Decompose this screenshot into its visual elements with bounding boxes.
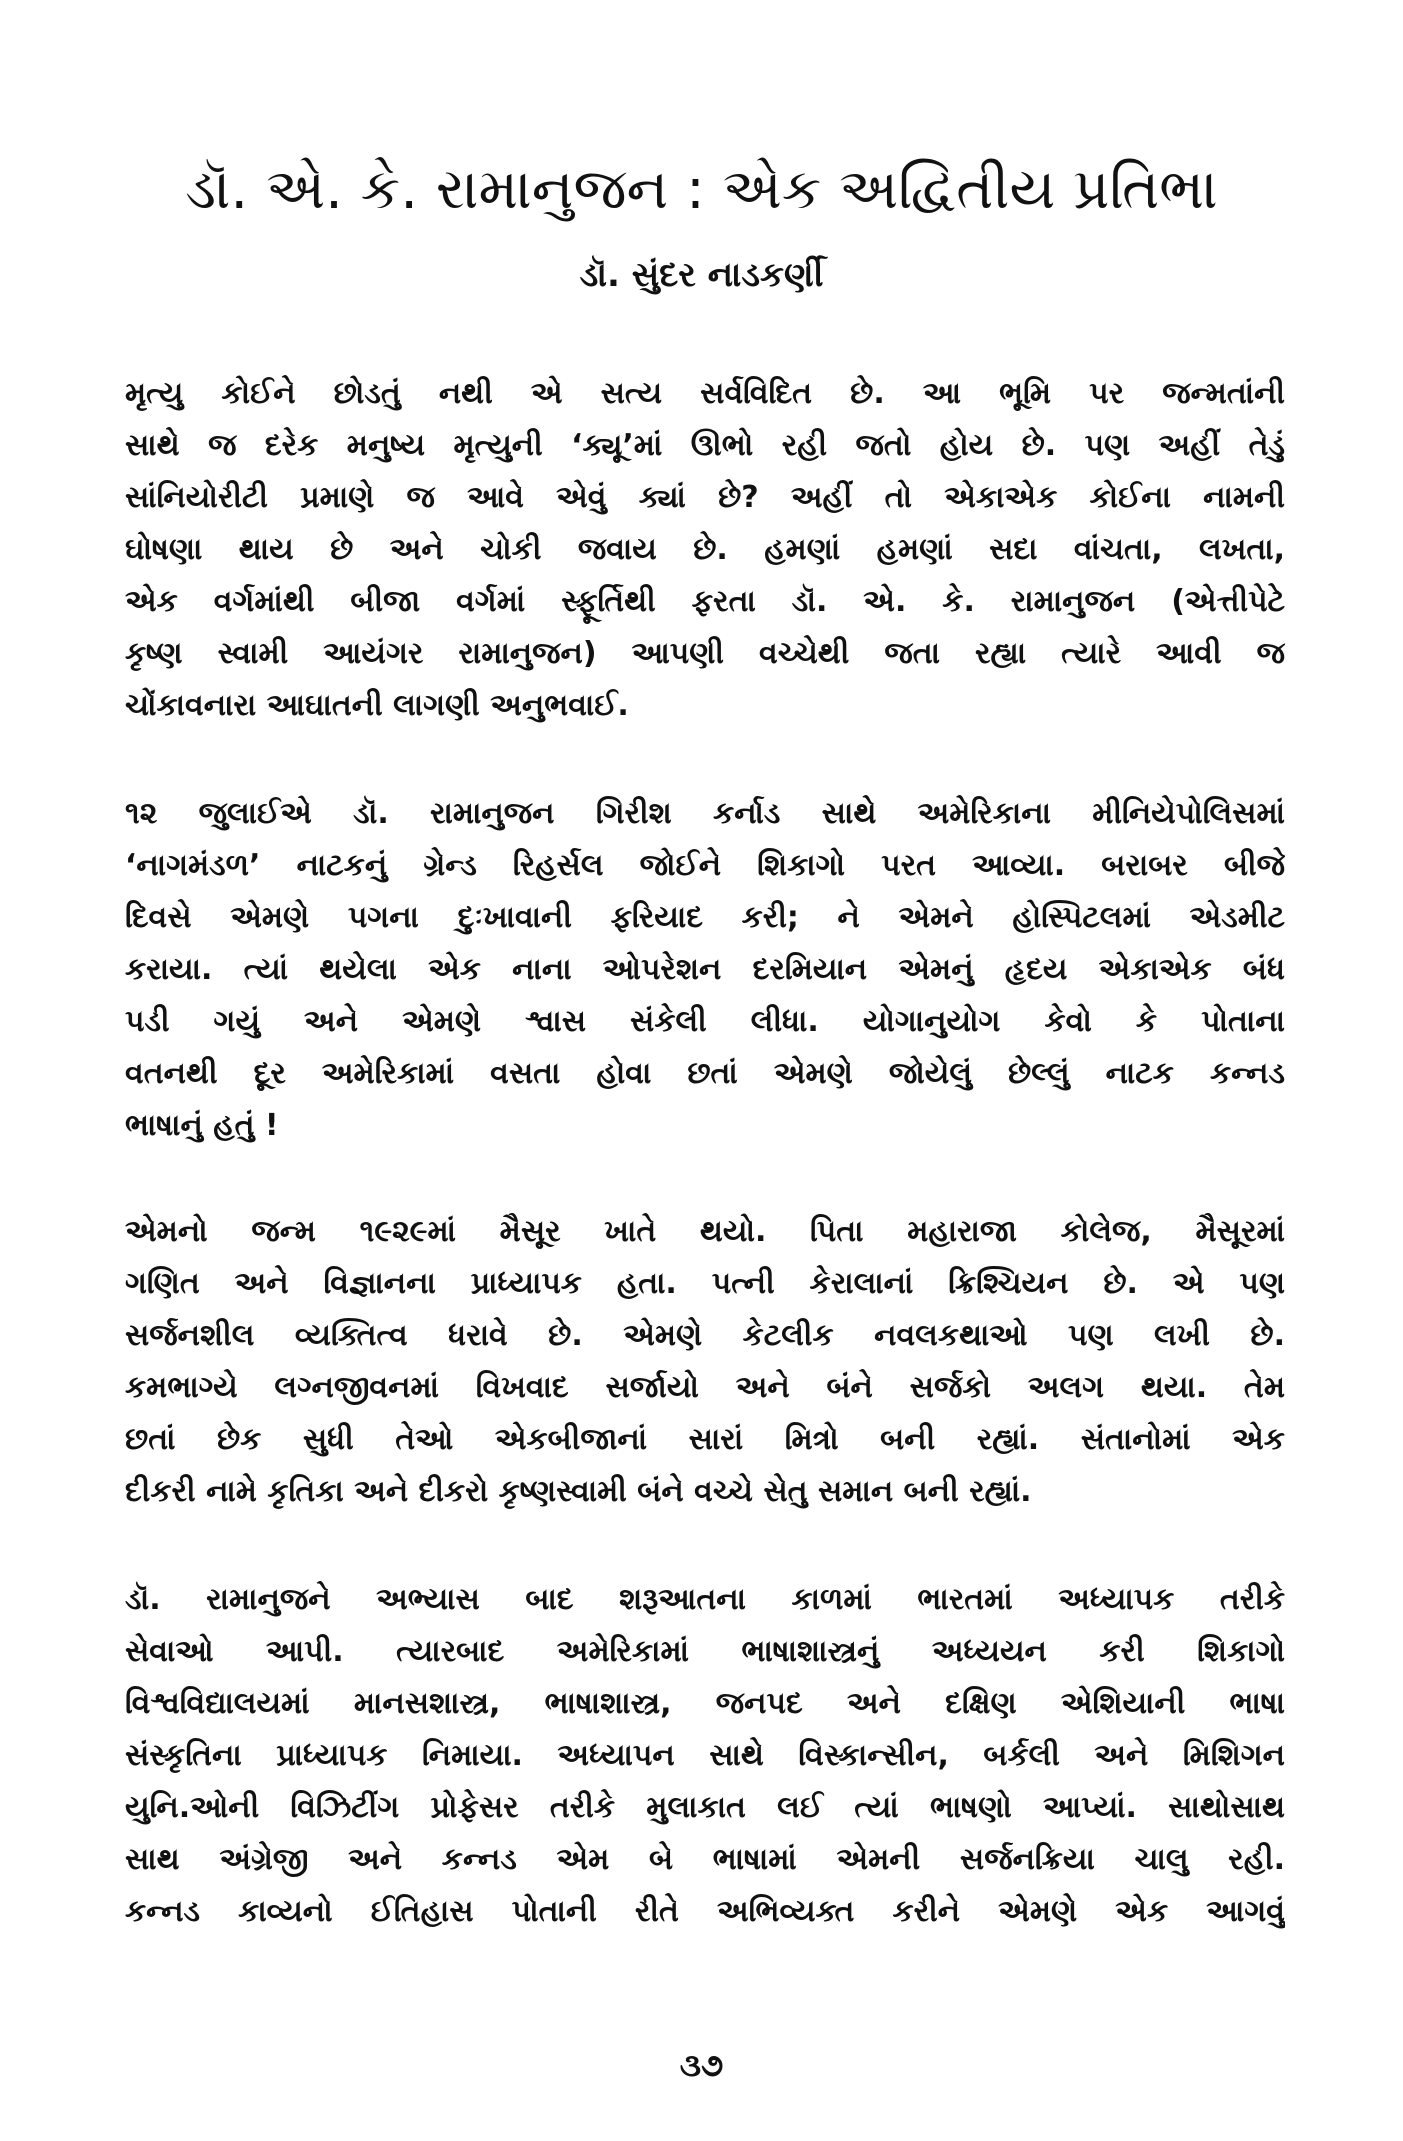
text-line: સાંનિયોરીટી પ્રમાણે જ આવે એવું ક્યાં છે? અહીં તો એકાએક કોઈના નામની <box>125 480 1285 515</box>
text-line: એક વર્ગમાંથી બીજા વર્ગમાં સ્ફૂર્તિથી ફરતા ડૉ. એ. કે. રામાનુજન (એત્તીપેટે <box>125 584 1285 619</box>
author-name: ડૉ. સુંદર નાડકર્ણી <box>579 255 824 295</box>
page-number: ૩૭ <box>679 2046 724 2084</box>
text-line: દિવસે એમણે પગના દુઃખાવાની ફરિયાદ કરી; ને એમને હોસ્પિટલમાં એડમીટ <box>125 900 1285 935</box>
paragraph-3 <box>125 1206 1285 1518</box>
text-line: વિશ્વવિદ્યાલયમાં માનસશાસ્ત્ર, ભાષાશાસ્ત્ર, જનપદ અને દક્ષિણ એશિયાની ભાષા <box>125 1686 1285 1721</box>
text-line: ભાષાનું હતું ! <box>125 1108 279 1143</box>
text-line: કરાયા. ત્યાં થયેલા એક નાના ઓપરેશન દરમિયાન એમનું હૃદય એકાએક બંધ <box>125 952 1285 987</box>
text-line: દીકરી નામે કૃતિકા અને દીકરો કૃષ્ણસ્વામી બંને વચ્ચે સેતુ સમાન બની રહ્યાં. <box>125 1474 1032 1509</box>
text-line: કમભાગ્યે લગ્નજીવનમાં વિખવાદ સર્જાયો અને બંને સર્જકો અલગ થયા. તેમ <box>125 1370 1285 1405</box>
text-line: ૧૨ જુલાઈએ ડૉ. રામાનુજન ગિરીશ કર્નાડ સાથે અમેરિકાના મીનિયેપોલિસમાં <box>125 796 1285 831</box>
text-line: પડી ગયું અને એમણે શ્વાસ સંકેલી લીધા. યોગાનુયોગ કેવો કે પોતાના <box>125 1004 1285 1039</box>
text-line: ગણિત અને વિજ્ઞાનના પ્રાધ્યાપક હતા. પત્ની કેરાલાનાં ક્રિશ્ચિયન છે. એ પણ <box>125 1266 1285 1301</box>
paragraph-4 <box>125 1574 1285 1938</box>
text-line: ‘નાગમંડળ’ નાટકનું ગ્રેન્ડ રિહર્સલ જોઈને શિકાગો પરત આવ્યા. બરાબર બીજે <box>125 848 1285 883</box>
paragraph-1 <box>125 368 1285 732</box>
text-line: સેવાઓ આપી. ત્યારબાદ અમેરિકામાં ભાષાશાસ્ત્રનું અધ્યયન કરી શિકાગો <box>125 1634 1285 1669</box>
text-line: ચોંકાવનારા આઘાતની લાગણી અનુભવાઈ. <box>125 688 629 723</box>
text-line: યુનિ.ઓની વિઝિટીંગ પ્રોફેસર તરીકે મુલાકાત લઈ ત્યાં ભાષણો આપ્યાં. સાથોસાથ <box>125 1790 1285 1825</box>
text-line: વતનથી દૂર અમેરિકામાં વસતા હોવા છતાં એમણે જોયેલું છેલ્લું નાટક કન્નડ <box>125 1056 1285 1091</box>
text-line: કૃષ્ણ સ્વામી આયંગર રામાનુજન) આપણી વચ્ચેથી જતા રહ્યા ત્યારે આવી જ <box>125 636 1285 671</box>
text-line: સંસ્કૃતિના પ્રાધ્યાપક નિમાયા. અધ્યાપન સાથે વિસ્કાન્સીન, બર્કલી અને મિશિગન <box>125 1738 1285 1773</box>
text-line: છતાં છેક સુધી તેઓ એકબીજાનાં સારાં મિત્રો બની રહ્યાં. સંતાનોમાં એક <box>125 1422 1285 1457</box>
article-title: ડૉ. એ. કે. રામાનુજન : એક અદ્વિતીય પ્રતિભા <box>185 157 1218 222</box>
text-line: ઘોષણા થાય છે અને ચોકી જવાય છે. હમણાં હમણાં સદા વાંચતા, લખતા, <box>125 532 1285 567</box>
text-line: એમનો જન્મ ૧૯૨૯માં મૈસૂર ખાતે થયો. પિતા મહારાજા કોલેજ, મૈસૂરમાં <box>125 1214 1285 1249</box>
text-line: સાથ અંગ્રેજી અને કન્નડ એમ બે ભાષામાં એમની સર્જનક્રિયા ચાલુ રહી. <box>125 1842 1285 1877</box>
text-line: સાથે જ દરેક મનુષ્ય મૃત્યુની ‘ક્યૂ’માં ઊભો રહી જતો હોય છે. પણ અહીં તેડું <box>125 428 1285 463</box>
text-line: ડૉ. રામાનુજને અભ્યાસ બાદ શરૂઆતના કાળમાં ભારતમાં અધ્યાપક તરીકે <box>125 1582 1285 1617</box>
text-line: કન્નડ કાવ્યનો ઈતિહાસ પોતાની રીતે અભિવ્યક્ત કરીને એમણે એક આગવું <box>125 1894 1285 1929</box>
text-line: સર્જનશીલ વ્યક્તિત્વ ધરાવે છે. એમણે કેટલીક નવલકથાઓ પણ લખી છે. <box>125 1318 1285 1353</box>
paragraph-2 <box>125 788 1285 1152</box>
text-line: મૃત્યુ કોઈને છોડતું નથી એ સત્ય સર્વવિદિત છે. આ ભૂમિ પર જન્મતાંની <box>125 376 1285 411</box>
